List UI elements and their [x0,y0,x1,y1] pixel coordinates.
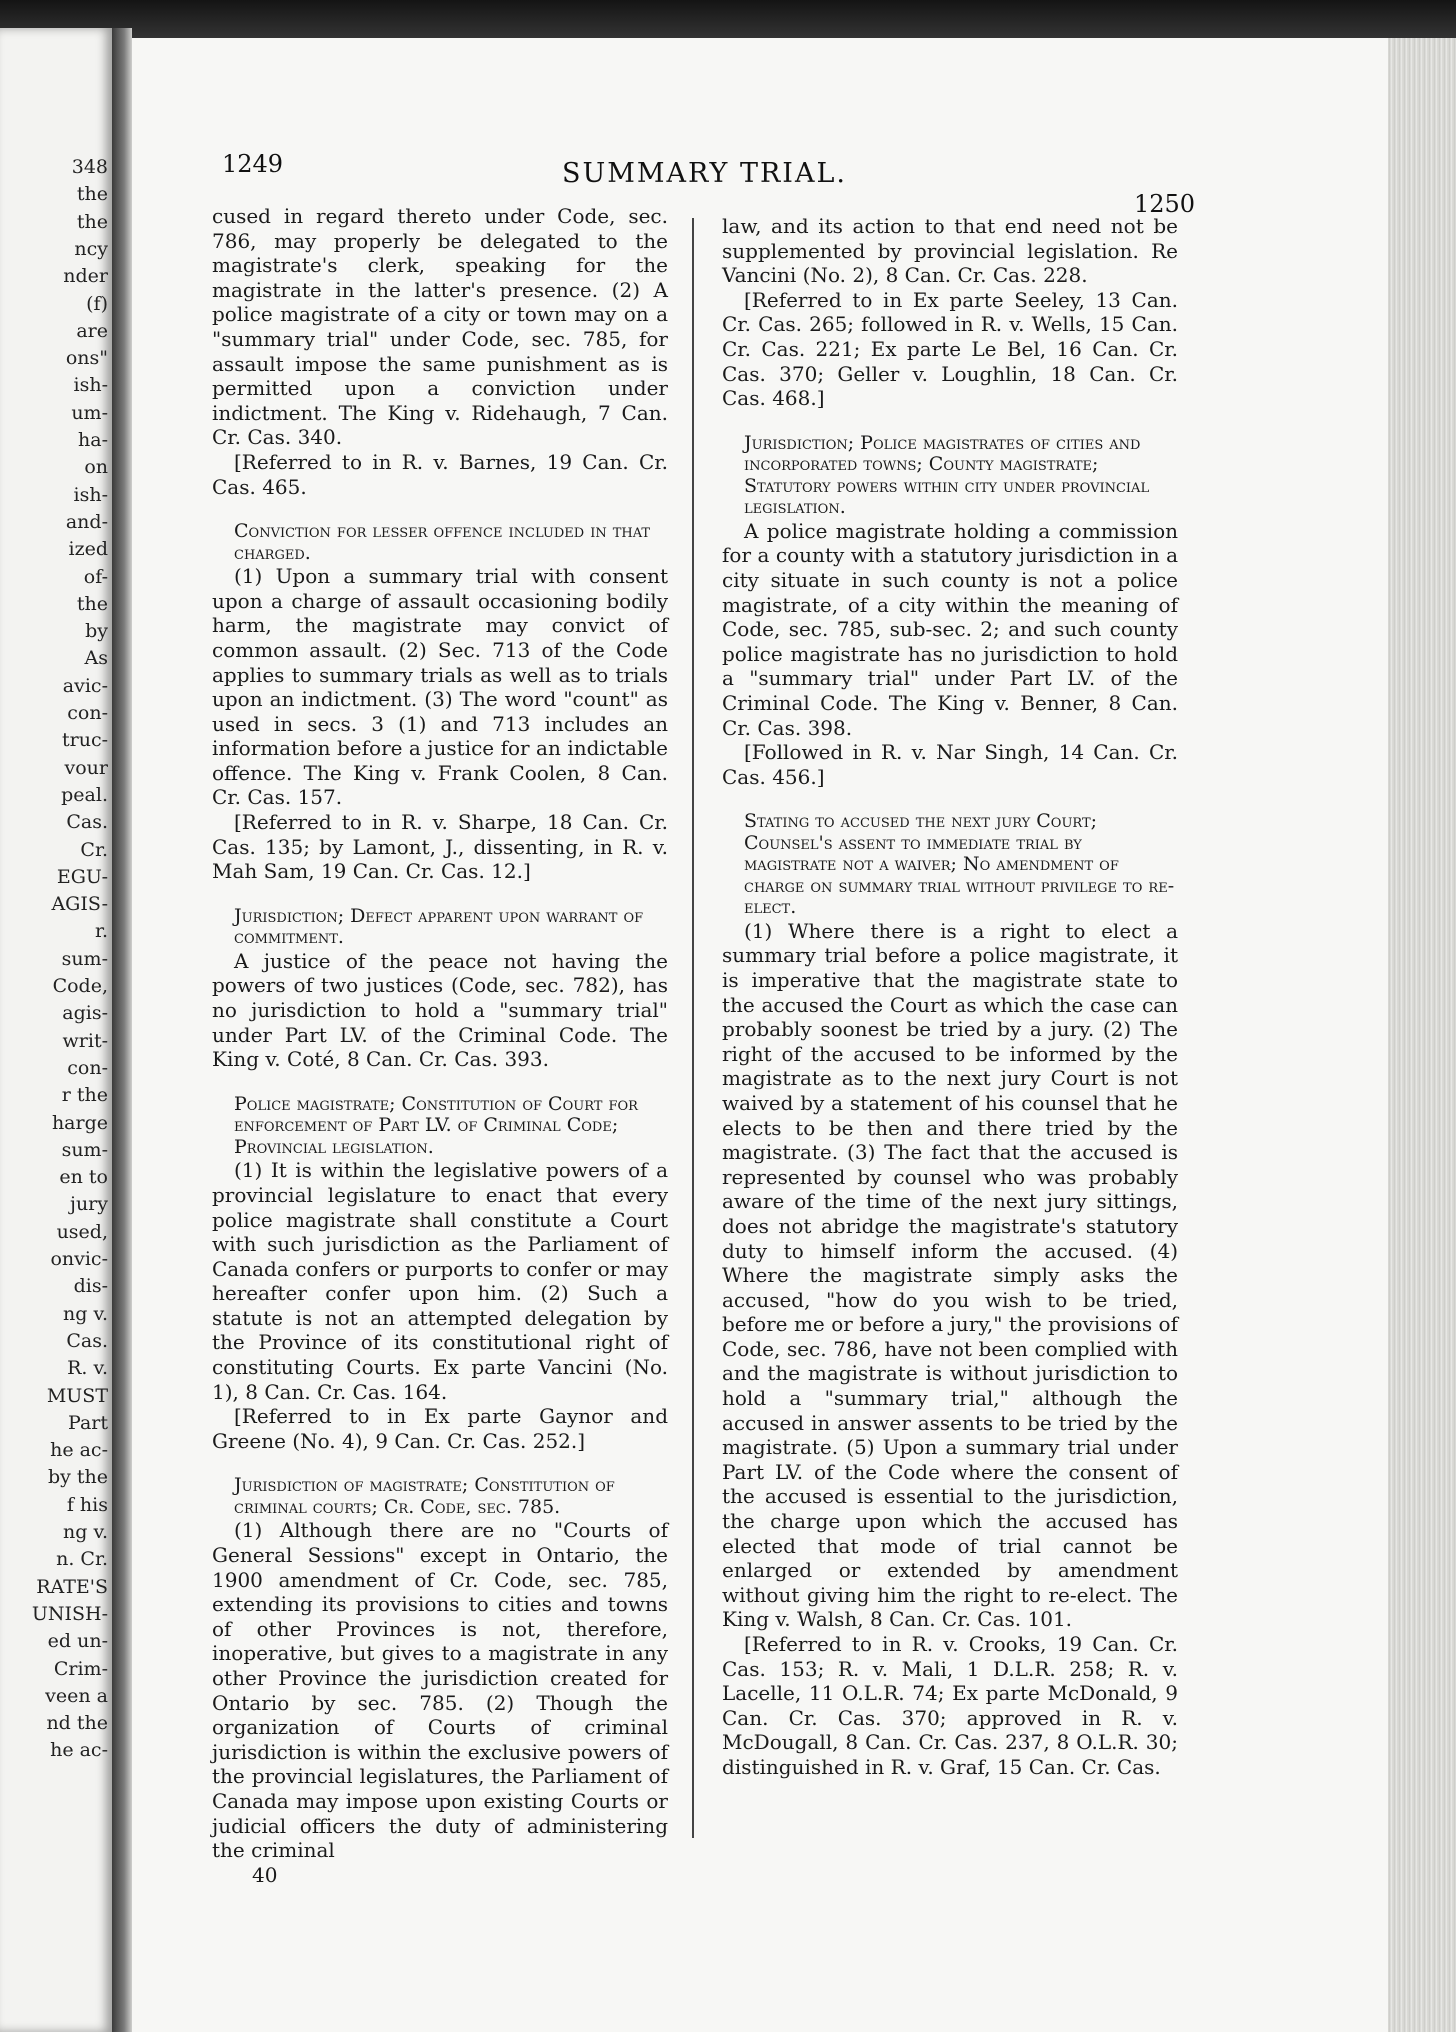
facing-page-text: As [84,647,108,670]
facing-page-text: veen a [45,1684,108,1707]
facing-page-text: Code, [52,975,108,997]
facing-page-text: vour [64,756,108,779]
facing-page-text: by the [47,1466,108,1489]
signature-mark: 40 [252,1862,278,1887]
facing-page-text: ized [68,538,108,561]
facing-page-text: r. [94,920,108,943]
paragraph: (1) Although there are no "Courts of General Sessions" except in Ontario, the 1900 amendment of Cr. Code, sec. 785, extending its provisions to cities and towns of other Provinces is not, therefore, inoperative, but gives to a magistrate in any other Province the jurisdiction created for Ontario by sec. 785. (2) Though the organization of Courts of criminal jurisdiction is within the exclusive powers of the provincial legislatures, the Parliament of Canada may impose upon existing Courts or judicial officers the duty of administering the criminal [212,1518,668,1863]
facing-page-text: (f) [86,292,108,315]
facing-page-text: peal. [61,783,108,806]
facing-page-text: 348 [71,156,108,178]
running-head: SUMMARY TRIAL. [562,158,847,189]
book-gutter [112,28,132,2032]
facing-page-text: Cas. [66,1329,108,1352]
facing-page-text: ha- [78,429,108,451]
facing-page-text: agis- [62,1002,108,1025]
facing-page-text: Part [68,1411,108,1434]
facing-page-text: and- [65,510,108,533]
paragraph-continued: law, and its action to that end need not be supplemented by provincial legislation. Re Vancini (No. 2), 8 Can. Cr. Cas. 228. [722,214,1178,288]
facing-page-text: harge [51,1111,108,1134]
facing-page-text: ish- [73,374,108,397]
case-reference: [Referred to in R. v. Crooks, 19 Can. Cr. Cas. 153; R. v. Mali, 1 D.L.R. 258; R. v. Lacelle, 11 O.L.R. 74; Ex parte McDonald, 9 Can. Cr. Cas. 370; approved in R. v. McDougall, 8 Can. Cr. Cas. 237, 8 O.L.R. 30; distinguished in R. v. Graf, 15 Can. Cr. Cas. [722,1632,1178,1779]
facing-page-text: ncy [74,237,108,260]
paragraph: (1) Where there is a right to elect a summary trial before a police magistrate, it is imperative that the magistrate state to the accused the Court as which the case can probably soonest be tried by a jury. (2) The right of the accused to be informed by the magistrate as to the next jury Court is not waived by a statement of his counsel that he elects to be then and there tried by the magistrate. (3) The fact that the accused is represented by counsel who was probably aware of the time of the next jury sittings, does not abridge the magistrate's statutory duty to himself inform the accused. (4) Where the magistrate simply asks the accused, "how do you wish to be tried, before me or before a jury," the provisions of Code, sec. 786, have not been complied with and the magistrate is without jurisdiction to hold a "summary trial," although the accused in answer assents to be tried by the magistrate. (5) Upon a summary trial under Part LV. of the Code where the consent of the accused is essential to the jurisdiction, the charge upon which the accused has elected that mode of trial cannot be enlarged or extended by amendment without giving him the right to re-elect. The King v. Walsh, 8 Can. Cr. Cas. 101. [722,918,1178,1632]
facing-page-text: on [84,456,108,479]
facing-page-text: RATE'S [36,1575,108,1598]
facing-page-text: ish- [73,483,108,506]
section-heading: Jurisdiction; Defect apparent upon warrant of commitment. [234,904,644,949]
right-page-number: 1250 [1134,190,1196,218]
facing-page-text: AGIS- [51,893,108,916]
facing-page-text: Cr. [80,838,108,861]
facing-page-text: ed un- [47,1630,108,1653]
facing-page-text: EGU- [56,865,108,888]
right-column [722,214,1178,1780]
left-column [212,204,668,1887]
facing-page-text: writ- [62,1029,108,1052]
facing-page-text: onvic- [50,1248,108,1270]
paragraph-continued: cused in regard thereto under Code, sec. 786, may properly be delegated to the magistrate's clerk, speaking for the magistrate in the latter's presence. (2) A police magistrate of a city or town may on a "summary trial" under Code, sec. 785, for assault impose the same punishment as is permitted upon a conviction under indictment. The King v. Ridehaugh, 7 Can. Cr. Cas. 340. [212,204,668,450]
facing-page-text: nder [63,265,108,288]
facing-page-text: the [76,592,108,615]
facing-page-text: sum- [61,1138,108,1161]
facing-page-text: UNISH- [31,1602,108,1625]
facing-page-text: truc- [61,729,108,752]
facing-page-text: dis- [73,1275,108,1298]
facing-page-text: Cas. [66,811,108,834]
facing-page-text: ng v. [63,1521,108,1543]
facing-page-text: um- [71,401,108,424]
facing-page-text: are [76,319,108,342]
facing-page-text: used, [56,1220,108,1243]
section-heading: Police magistrate; Constitution of Court for enforcement of Part LV. of Criminal Code; Provincial legislation. [234,1092,638,1158]
facing-page-text: nd the [46,1712,108,1735]
facing-page-text: ons" [65,347,108,370]
section-heading: Conviction for lesser offence included in that charged. [234,520,651,564]
paragraph: A justice of the peace not having the powers of two justices (Code, sec. 782), has no jurisdiction to hold a "summary trial" under Part LV. of the Criminal Code. The King v. Coté, 8 Can. Cr. Cas. 393. [212,948,668,1072]
facing-page-text: MUST [46,1384,108,1407]
facing-page-text: R. v. [67,1357,108,1380]
facing-page-text: ng v. [63,1302,108,1325]
section-heading: Jurisdiction of magistrate; Constitution of criminal courts; Cr. Code, sec. 785. [234,1474,615,1518]
facing-page-text: jury [70,1193,108,1216]
case-reference: [Referred to in Ex parte Seeley, 13 Can. Cr. Cas. 265; followed in R. v. Wells, 15 Can. Cr. Cas. 221; Ex parte Le Bel, 16 Can. Cr. Cas. 370; Geller v. Loughlin, 18 Can. Cr. Cas. 468.] [722,287,1178,411]
facing-page-text: con- [67,1056,108,1079]
facing-page-text: f his [66,1493,108,1516]
facing-page-text: the [76,183,108,206]
facing-page-text: by [85,620,108,643]
facing-page-text: avic- [62,674,108,697]
facing-page-text: en to [59,1166,108,1189]
column-rule [692,218,694,1838]
facing-page-text: the [76,210,108,233]
facing-page-text: he ac- [50,1739,108,1762]
facing-page-text: of- [83,565,108,588]
facing-page-text: he ac- [50,1439,108,1462]
section-heading: Stating to accused the next jury Court; Counsel's assent to immediate trial by magistrate not a waiver; No amendment of charge on summary trial without privilege to re-elect. [744,810,1175,919]
facing-page-text: Crim- [53,1657,108,1680]
case-reference: [Referred to in Ex parte Gaynor and Greene (No. 4), 9 Can. Cr. Cas. 252.] [212,1404,668,1453]
case-reference: [Followed in R. v. Nar Singh, 14 Can. Cr. Cas. 456.] [722,740,1178,789]
page-stack-edge [1388,38,1456,2032]
paragraph: (1) It is within the legislative powers of a provincial legislature to enact that every police magistrate shall constitute a Court with such jurisdiction as the Parliament of Canada confers or purports to confer or may hereafter confer upon him. (2) Such a statute is not an attempted delegation by the Province of its constitutional right of constituting Courts. Ex parte Vancini (No. 1), 8 Can. Cr. Cas. 164. [212,1158,668,1404]
facing-page-fragment [0,28,112,2032]
case-reference: [Referred to in R. v. Barnes, 19 Can. Cr. Cas. 465. [212,449,668,499]
facing-page-text: con- [67,702,108,724]
section-heading: Jurisdiction; Police magistrates of cities and incorporated towns; County magistrate; Statutory powers within city under provincial legislation. [744,431,1150,519]
facing-page-text: r the [61,1084,108,1107]
book-page [132,38,1388,2032]
facing-page-text: sum- [61,947,108,970]
left-page-number: 1249 [222,150,284,178]
case-reference: [Referred to in R. v. Sharpe, 18 Can. Cr. Cas. 135; by Lamont, J., dissenting, in R. v. Mah Sam, 19 Can. Cr. Cas. 12.] [212,810,668,884]
paragraph: A police magistrate holding a commission for a county with a statutory jurisdiction in a city situate in such county is not a police magistrate, of a city within the meaning of Code, sec. 785, sub-sec. 2; and such county police magistrate has no jurisdiction to hold a "summary trial" under Part LV. of the Criminal Code. The King v. Benner, 8 Can. Cr. Cas. 398. [722,518,1178,740]
facing-page-text: n. Cr. [56,1548,108,1571]
paragraph: (1) Upon a summary trial with consent upon a charge of assault occasioning bodily harm, the magistrate may convict of common assault. (2) Sec. 713 of the Code applies to summary trials as well as to trials upon an indictment. (3) The word "count" as used in secs. 3 (1) and 713 includes an information before a justice for an indictable offence. The King v. Frank Coolen, 8 Can. Cr. Cas. 157. [212,564,668,810]
